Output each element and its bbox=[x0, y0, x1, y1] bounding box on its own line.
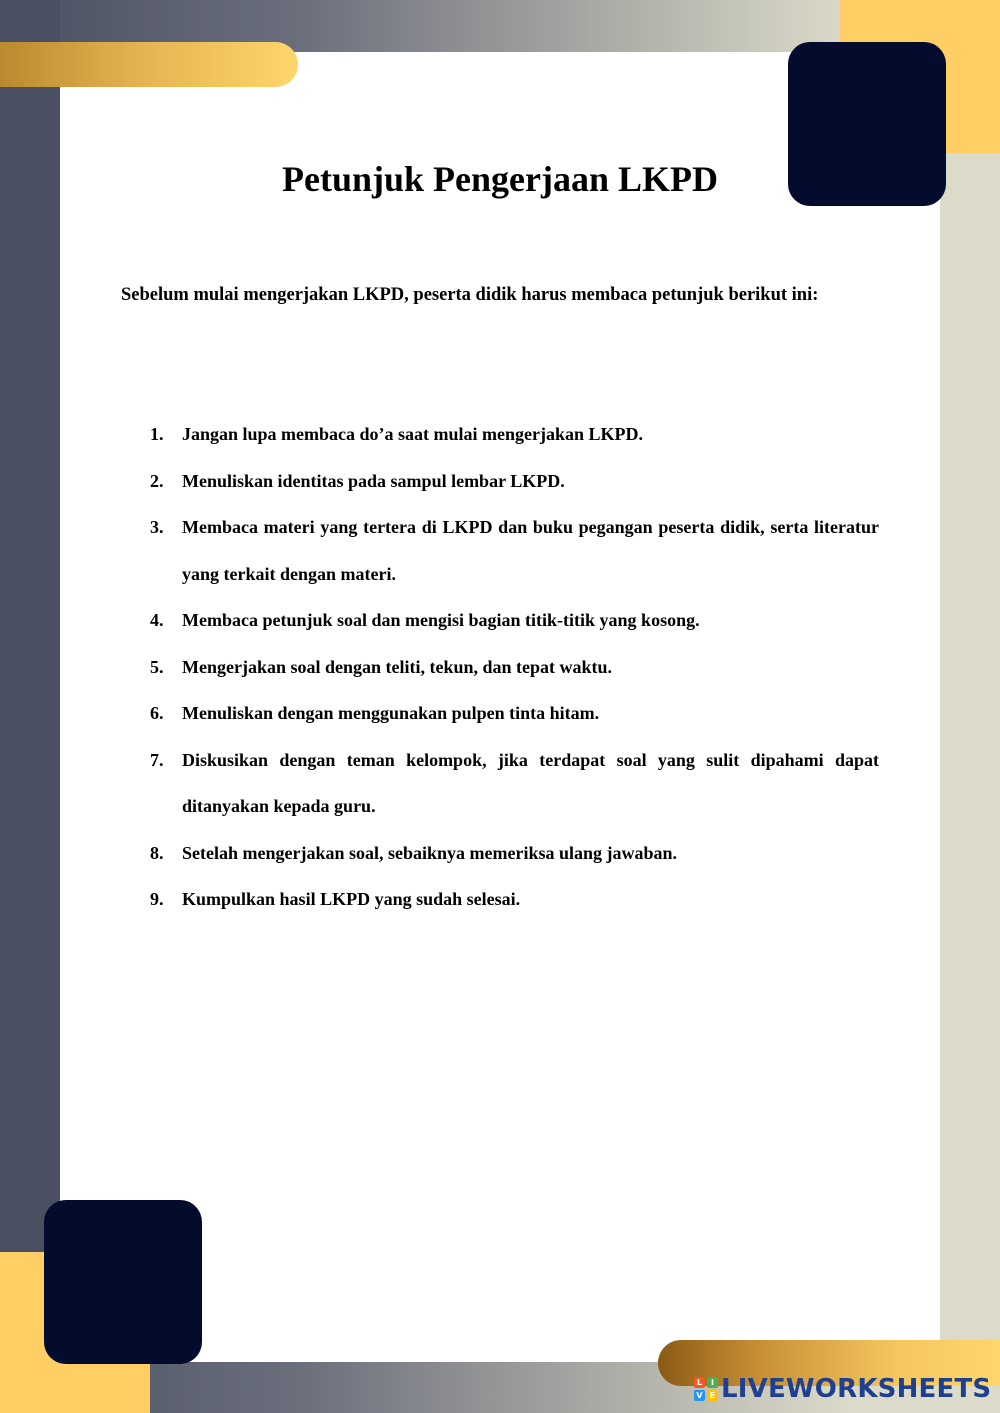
list-text: Jangan lupa membaca do’a saat mulai mengerjakan LKPD. bbox=[182, 424, 644, 444]
navy-square-bottom-left bbox=[44, 1200, 202, 1364]
gold-pill-top-left bbox=[0, 42, 298, 87]
list-number: 9. bbox=[150, 889, 164, 909]
logo-letter-v: V bbox=[694, 1390, 705, 1401]
list-text: Membaca petunjuk soal dan mengisi bagian titik-titik yang kosong. bbox=[182, 610, 700, 630]
left-slate-band bbox=[0, 0, 60, 1413]
liveworksheets-wordmark: LIVEWORKSHEETS bbox=[721, 1374, 992, 1404]
list-number: 4. bbox=[150, 610, 164, 630]
list-item bbox=[150, 830, 879, 877]
list-text: Setelah mengerjakan soal, sebaiknya memeriksa ulang jawaban. bbox=[182, 842, 678, 863]
list-number: 1. bbox=[150, 424, 164, 444]
logo-letter-e: E bbox=[707, 1390, 718, 1401]
list-number: 2. bbox=[150, 470, 164, 491]
list-item bbox=[150, 876, 879, 923]
instruction-list bbox=[150, 411, 879, 923]
list-item bbox=[150, 411, 879, 458]
list-item bbox=[150, 737, 879, 830]
list-item bbox=[150, 458, 879, 505]
list-text: Diskusikan dengan teman kelompok, jika terdapat soal yang sulit dipahami dapat ditanyakan kepada guru. bbox=[182, 749, 879, 816]
list-number: 8. bbox=[150, 842, 164, 863]
page-title: Petunjuk Pengerjaan LKPD bbox=[282, 159, 718, 199]
list-item bbox=[150, 644, 879, 691]
intro-paragraph: Sebelum mulai mengerjakan LKPD, peserta didik harus membaca petunjuk berikut ini: bbox=[121, 285, 819, 305]
liveworksheets-logo-icon bbox=[694, 1377, 718, 1401]
list-number: 5. bbox=[150, 656, 164, 677]
list-text: Kumpulkan hasil LKPD yang sudah selesai. bbox=[182, 889, 521, 909]
liveworksheets-logo[interactable] bbox=[694, 1375, 991, 1403]
logo-letter-l: L bbox=[694, 1377, 705, 1388]
right-beige-band bbox=[938, 0, 1000, 1413]
list-number: 6. bbox=[150, 703, 164, 723]
list-number: 7. bbox=[150, 749, 164, 770]
list-text: Menuliskan identitas pada sampul lembar LKPD. bbox=[182, 470, 565, 491]
list-text: Menuliskan dengan menggunakan pulpen tinta hitam. bbox=[182, 703, 600, 723]
list-number: 3. bbox=[150, 517, 164, 537]
list-text: Mengerjakan soal dengan teliti, tekun, dan tepat waktu. bbox=[182, 656, 613, 677]
list-text: Membaca materi yang tertera di LKPD dan buku pegangan peserta didik, serta literatur yang terkait dengan materi. bbox=[182, 517, 879, 584]
list-item bbox=[150, 504, 879, 597]
list-item bbox=[150, 597, 879, 644]
list-item bbox=[150, 690, 879, 737]
logo-letter-i: I bbox=[707, 1377, 718, 1388]
